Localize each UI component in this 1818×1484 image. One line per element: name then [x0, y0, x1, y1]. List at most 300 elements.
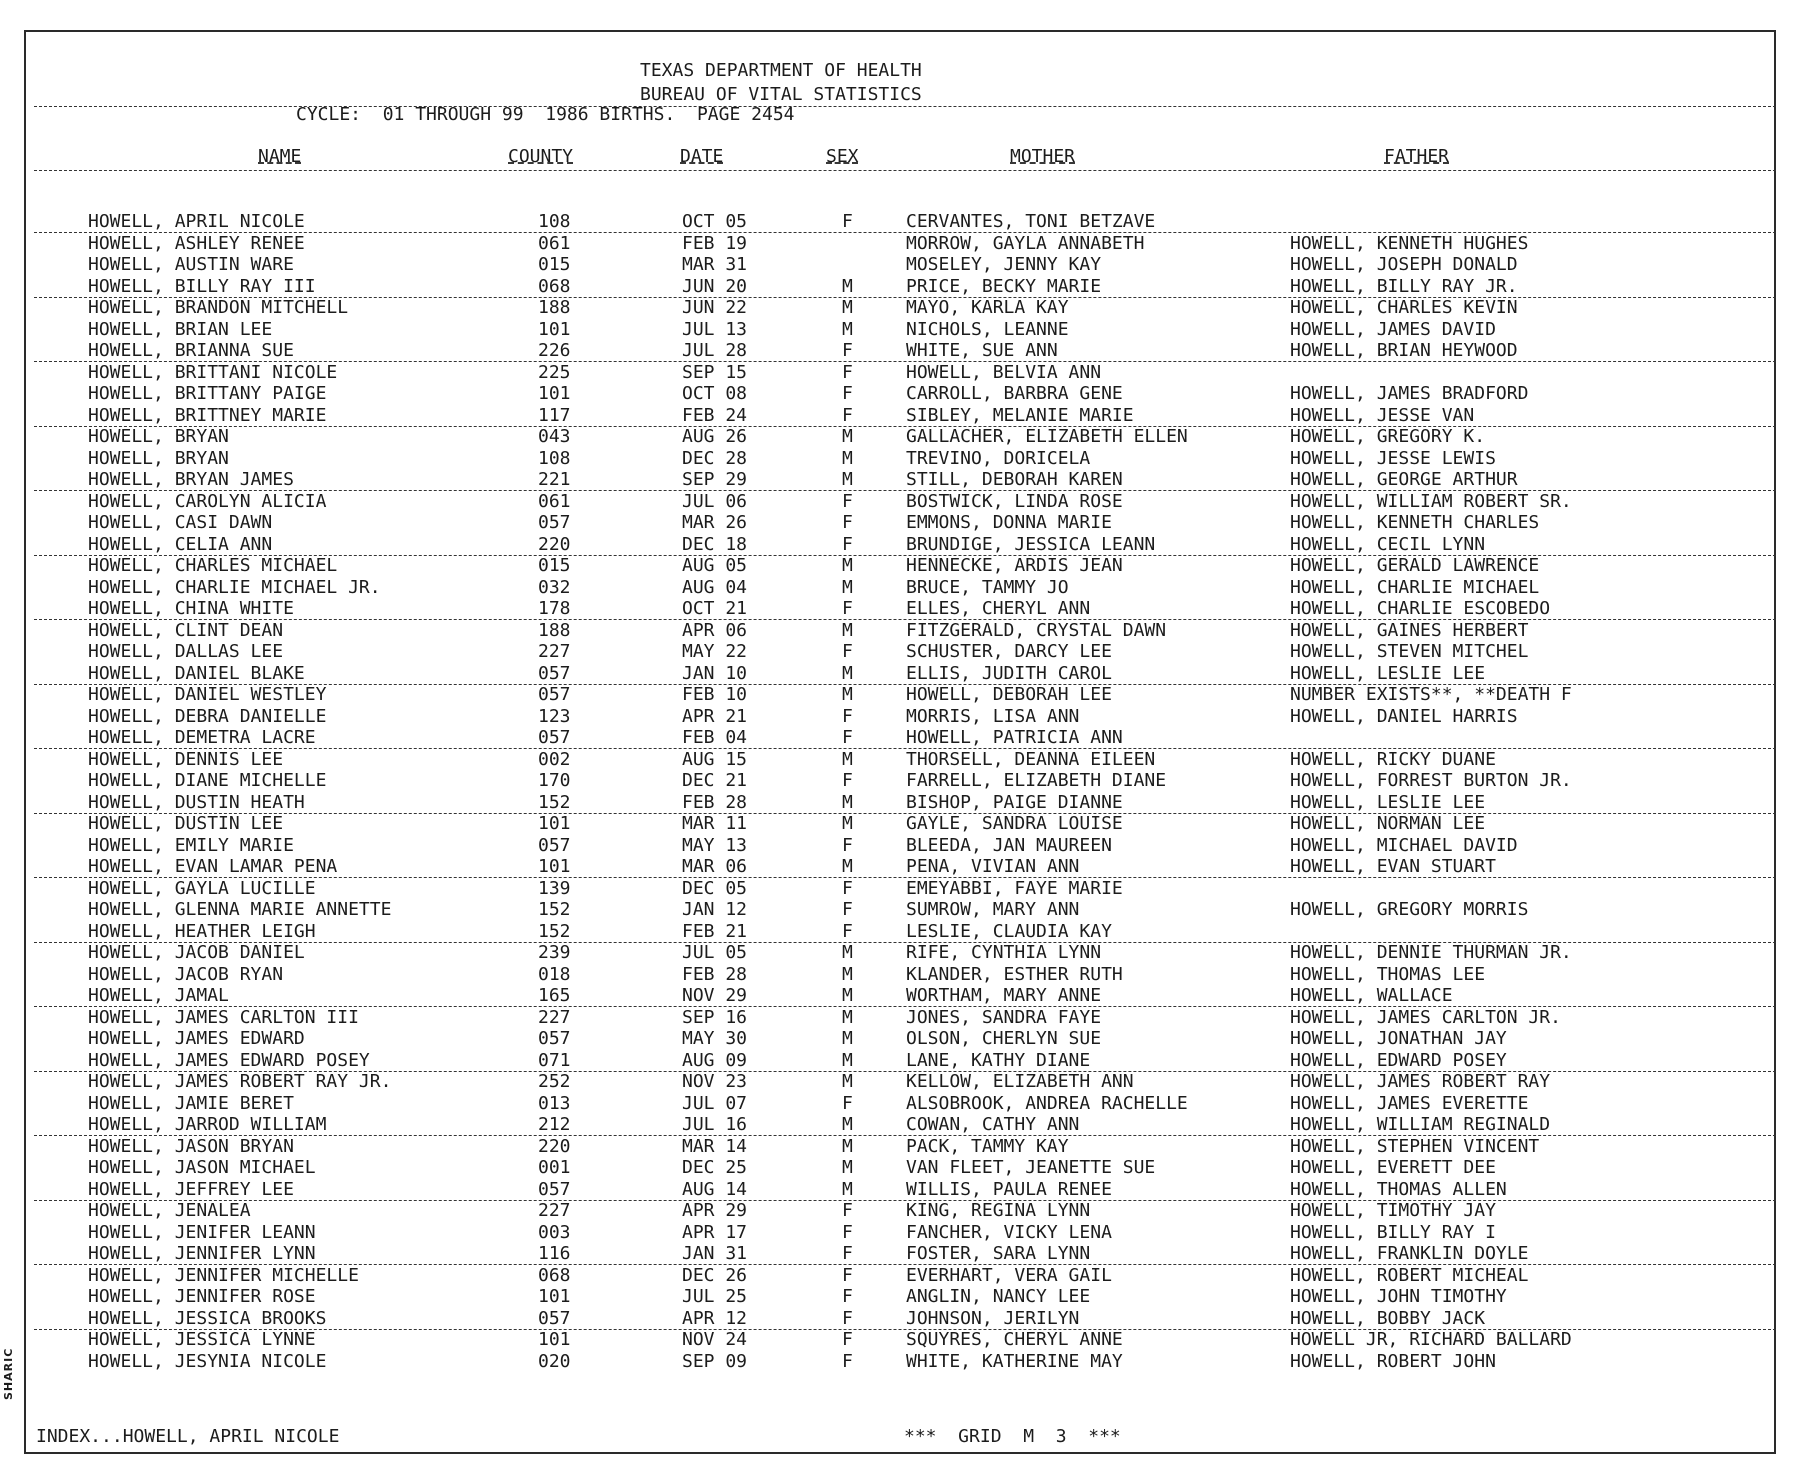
record-father: HOWELL, GEORGE ARTHUR: [1290, 469, 1518, 490]
record-mother: WHITE, SUE ANN: [906, 340, 1058, 361]
record-county: 139: [538, 877, 571, 899]
record-date: APR 21: [682, 705, 748, 727]
record-name: HOWELL, DEBRA DANIELLE: [88, 705, 327, 727]
record-father: HOWELL, DENNIE THURMAN JR.: [1290, 942, 1572, 963]
record-name: HOWELL, JESSICA BROOKS: [88, 1307, 327, 1329]
record-name: HOWELL, CAROLYN ALICIA: [88, 490, 327, 512]
record-name: HOWELL, BRYAN JAMES: [88, 469, 294, 490]
header-cycle: CYCLE: 01 THROUGH 99 1986 BIRTHS. PAGE 2454: [296, 104, 795, 125]
record-mother: LESLIE, CLAUDIA KAY: [906, 920, 1112, 942]
record-name: HOWELL, CASI DAWN: [88, 512, 273, 533]
record-date: JUL 13: [682, 318, 748, 340]
record-sex: M: [842, 1135, 853, 1157]
record-father: HOWELL, STEPHEN VINCENT: [1290, 1135, 1540, 1157]
record-date: SEP 16: [682, 1006, 748, 1028]
record-name: HOWELL, AUSTIN WARE: [88, 254, 294, 275]
record-date: DEC 26: [682, 1264, 748, 1286]
record-mother: VAN FLEET, JEANETTE SUE: [906, 1157, 1156, 1178]
row-separator: [34, 748, 1776, 749]
record-sex: F: [842, 1200, 853, 1221]
record-mother: HOWELL, DEBORAH LEE: [906, 684, 1112, 705]
record-father: HOWELL, JESSE LEWIS: [1290, 447, 1496, 469]
record-father: HOWELL, JAMES EVERETTE: [1290, 1092, 1529, 1114]
record-father: HOWELL, KENNETH CHARLES: [1290, 512, 1540, 533]
record-date: JUN 20: [682, 275, 748, 297]
record-father: HOWELL, GREGORY K.: [1290, 426, 1486, 447]
record-county: 043: [538, 426, 571, 447]
record-father: HOWELL, BOBBY JACK: [1290, 1307, 1486, 1329]
record-name: HOWELL, BRANDON MITCHELL: [88, 297, 349, 318]
column-header-name: NAME: [258, 146, 302, 167]
record-sex: M: [842, 426, 853, 447]
record-father: HOWELL, RICKY DUANE: [1290, 748, 1496, 770]
record-sex: F: [842, 877, 853, 899]
header-line2: BUREAU OF VITAL STATISTICS: [640, 84, 922, 105]
record-sex: F: [842, 770, 853, 791]
record-name: HOWELL, APRIL NICOLE: [88, 211, 305, 232]
record-mother: EMMONS, DONNA MARIE: [906, 512, 1112, 533]
record-county: 015: [538, 254, 571, 275]
record-mother: ANGLIN, NANCY LEE: [906, 1286, 1091, 1307]
record-name: HOWELL, ASHLEY RENEE: [88, 232, 305, 254]
row-separator: [34, 1200, 1776, 1201]
record-date: FEB 28: [682, 963, 748, 985]
record-county: 061: [538, 490, 571, 512]
record-father: HOWELL, EVERETT DEE: [1290, 1157, 1496, 1178]
record-date: FEB 04: [682, 727, 748, 748]
record-name: HOWELL, JENIFER LEANN: [88, 1221, 316, 1243]
record-sex: F: [842, 1329, 853, 1350]
footer-index: INDEX...HOWELL, APRIL NICOLE: [36, 1426, 340, 1447]
record-date: MAR 14: [682, 1135, 748, 1157]
record-mother: PRICE, BECKY MARIE: [906, 275, 1102, 297]
record-county: 152: [538, 899, 571, 920]
record-date: OCT 05: [682, 211, 748, 232]
record-date: AUG 14: [682, 1178, 748, 1200]
record-name: HOWELL, HEATHER LEIGH: [88, 920, 316, 942]
record-sex: M: [842, 297, 853, 318]
record-name: HOWELL, DANIEL WESTLEY: [88, 684, 327, 705]
record-sex: F: [842, 1264, 853, 1286]
record-date: OCT 08: [682, 383, 748, 404]
record-date: SEP 29: [682, 469, 748, 490]
record-sex: F: [842, 533, 853, 555]
record-mother: WHITE, KATHERINE MAY: [906, 1350, 1123, 1372]
record-name: HOWELL, JAMES EDWARD POSEY: [88, 1049, 370, 1071]
record-county: 101: [538, 1329, 571, 1350]
record-name: HOWELL, GAYLA LUCILLE: [88, 877, 316, 899]
record-date: JUL 16: [682, 1114, 748, 1135]
record-date: MAR 26: [682, 512, 748, 533]
record-date: JUL 06: [682, 490, 748, 512]
record-county: 252: [538, 1071, 571, 1092]
record-name: HOWELL, BRYAN: [88, 447, 229, 469]
column-header-date: DATE: [680, 146, 724, 167]
record-father: HOWELL, STEVEN MITCHEL: [1290, 641, 1529, 662]
record-father: HOWELL, WILLIAM ROBERT SR.: [1290, 490, 1572, 512]
record-sex: F: [842, 834, 853, 856]
record-county: 101: [538, 813, 571, 834]
record-sex: F: [842, 727, 853, 748]
record-name: HOWELL, CLINT DEAN: [88, 619, 284, 641]
record-father: HOWELL, JAMES ROBERT RAY: [1290, 1071, 1551, 1092]
record-mother: BRUNDIGE, JESSICA LEANN: [906, 533, 1156, 555]
record-mother: NICHOLS, LEANNE: [906, 318, 1069, 340]
record-sex: M: [842, 318, 853, 340]
record-county: 057: [538, 662, 571, 684]
record-name: HOWELL, DENNIS LEE: [88, 748, 284, 770]
record-sex: M: [842, 1006, 853, 1028]
record-mother: KLANDER, ESTHER RUTH: [906, 963, 1123, 985]
record-date: JUL 28: [682, 340, 748, 361]
record-county: 101: [538, 1286, 571, 1307]
record-father: HOWELL, NORMAN LEE: [1290, 813, 1486, 834]
record-county: 227: [538, 1006, 571, 1028]
record-sex: F: [842, 361, 853, 383]
record-county: 061: [538, 232, 571, 254]
record-name: HOWELL, JAMIE BERET: [88, 1092, 294, 1114]
record-mother: OLSON, CHERLYN SUE: [906, 1028, 1102, 1049]
record-county: 057: [538, 512, 571, 533]
record-date: APR 17: [682, 1221, 748, 1243]
record-county: 152: [538, 920, 571, 942]
record-sex: F: [842, 211, 853, 232]
record-date: FEB 21: [682, 920, 748, 942]
record-county: 178: [538, 598, 571, 619]
record-date: JUN 22: [682, 297, 748, 318]
record-sex: M: [842, 1114, 853, 1135]
record-name: HOWELL, DIANE MICHELLE: [88, 770, 327, 791]
record-date: DEC 05: [682, 877, 748, 899]
record-sex: M: [842, 942, 853, 963]
record-father: HOWELL, EVAN STUART: [1290, 856, 1496, 877]
record-father: HOWELL, CHARLIE MICHAEL: [1290, 576, 1540, 598]
record-county: 170: [538, 770, 571, 791]
record-date: DEC 25: [682, 1157, 748, 1178]
column-header-father: FATHER: [1384, 146, 1450, 167]
record-county: 116: [538, 1243, 571, 1264]
record-date: JAN 12: [682, 899, 748, 920]
record-county: 220: [538, 533, 571, 555]
record-sex: M: [842, 662, 853, 684]
record-mother: GALLACHER, ELIZABETH ELLEN: [906, 426, 1188, 447]
record-name: HOWELL, JENNIFER LYNN: [88, 1243, 316, 1264]
record-date: JUL 25: [682, 1286, 748, 1307]
record-date: APR 29: [682, 1200, 748, 1221]
record-date: NOV 24: [682, 1329, 748, 1350]
record-county: 018: [538, 963, 571, 985]
record-mother: MORROW, GAYLA ANNABETH: [906, 232, 1145, 254]
record-name: HOWELL, JACOB DANIEL: [88, 942, 305, 963]
column-header-sex: SEX: [826, 146, 859, 167]
record-date: MAR 06: [682, 856, 748, 877]
record-father: HOWELL, TIMOTHY JAY: [1290, 1200, 1496, 1221]
side-label: SHARIC: [2, 1347, 15, 1400]
record-date: APR 12: [682, 1307, 748, 1329]
row-separator: [34, 426, 1776, 427]
record-father: HOWELL JR, RICHARD BALLARD: [1290, 1329, 1572, 1350]
record-county: 057: [538, 684, 571, 705]
record-name: HOWELL, JENNIFER ROSE: [88, 1286, 316, 1307]
record-mother: SCHUSTER, DARCY LEE: [906, 641, 1112, 662]
record-father: HOWELL, BILLY RAY I: [1290, 1221, 1496, 1243]
record-county: 239: [538, 942, 571, 963]
record-sex: M: [842, 576, 853, 598]
column-header-mother: MOTHER: [1010, 146, 1076, 167]
record-sex: M: [842, 963, 853, 985]
record-mother: FITZGERALD, CRYSTAL DAWN: [906, 619, 1167, 641]
record-mother: ELLES, CHERYL ANN: [906, 598, 1091, 619]
record-name: HOWELL, JACOB RYAN: [88, 963, 284, 985]
record-father: HOWELL, BILLY RAY JR.: [1290, 275, 1518, 297]
record-name: HOWELL, JASON MICHAEL: [88, 1157, 316, 1178]
record-father: HOWELL, THOMAS ALLEN: [1290, 1178, 1507, 1200]
record-sex: F: [842, 383, 853, 404]
record-sex: M: [842, 619, 853, 641]
record-father: HOWELL, THOMAS LEE: [1290, 963, 1486, 985]
record-sex: M: [842, 1028, 853, 1049]
record-mother: GAYLE, SANDRA LOUISE: [906, 813, 1123, 834]
record-sex: F: [842, 490, 853, 512]
record-date: OCT 21: [682, 598, 748, 619]
record-mother: BISHOP, PAIGE DIANNE: [906, 791, 1123, 813]
record-mother: EVERHART, VERA GAIL: [906, 1264, 1112, 1286]
record-father: HOWELL, MICHAEL DAVID: [1290, 834, 1518, 856]
record-name: HOWELL, JAMES ROBERT RAY JR.: [88, 1071, 392, 1092]
record-date: NOV 23: [682, 1071, 748, 1092]
record-county: 013: [538, 1092, 571, 1114]
record-father: NUMBER EXISTS**, **DEATH F: [1290, 684, 1572, 705]
record-father: HOWELL, GAINES HERBERT: [1290, 619, 1529, 641]
record-mother: ELLIS, JUDITH CAROL: [906, 662, 1112, 684]
record-county: 057: [538, 834, 571, 856]
record-mother: PACK, TAMMY KAY: [906, 1135, 1069, 1157]
column-header-rule: [34, 170, 1776, 171]
record-county: 032: [538, 576, 571, 598]
record-mother: LANE, KATHY DIANE: [906, 1049, 1091, 1071]
record-sex: M: [842, 684, 853, 705]
record-date: AUG 15: [682, 748, 748, 770]
record-name: HOWELL, CHARLES MICHAEL: [88, 555, 338, 576]
record-sex: M: [842, 856, 853, 877]
record-date: JAN 10: [682, 662, 748, 684]
record-name: HOWELL, CHINA WHITE: [88, 598, 294, 619]
record-name: HOWELL, DANIEL BLAKE: [88, 662, 305, 684]
record-father: HOWELL, FORREST BURTON JR.: [1290, 770, 1572, 791]
record-sex: F: [842, 1307, 853, 1329]
record-father: HOWELL, JOSEPH DONALD: [1290, 254, 1518, 275]
record-county: 188: [538, 297, 571, 318]
record-county: 057: [538, 1028, 571, 1049]
record-father: HOWELL, JONATHAN JAY: [1290, 1028, 1507, 1049]
record-father: HOWELL, JESSE VAN: [1290, 404, 1475, 426]
record-sex: M: [842, 791, 853, 813]
record-county: 117: [538, 404, 571, 426]
record-county: 101: [538, 383, 571, 404]
record-mother: FARRELL, ELIZABETH DIANE: [906, 770, 1167, 791]
record-name: HOWELL, DEMETRA LACRE: [88, 727, 316, 748]
record-sex: M: [842, 985, 853, 1006]
record-county: 068: [538, 275, 571, 297]
record-mother: HOWELL, PATRICIA ANN: [906, 727, 1123, 748]
record-mother: RIFE, CYNTHIA LYNN: [906, 942, 1102, 963]
record-name: HOWELL, JAMES CARLTON III: [88, 1006, 359, 1028]
record-mother: HENNECKE, ARDIS JEAN: [906, 555, 1123, 576]
record-sex: F: [842, 1092, 853, 1114]
record-mother: KING, REGINA LYNN: [906, 1200, 1091, 1221]
record-county: 108: [538, 211, 571, 232]
record-county: 188: [538, 619, 571, 641]
record-father: HOWELL, DANIEL HARRIS: [1290, 705, 1518, 727]
record-father: HOWELL, JAMES BRADFORD: [1290, 383, 1529, 404]
record-date: MAY 13: [682, 834, 748, 856]
record-mother: SUMROW, MARY ANN: [906, 899, 1080, 920]
record-county: 165: [538, 985, 571, 1006]
record-father: HOWELL, JAMES CARLTON JR.: [1290, 1006, 1561, 1028]
record-sex: M: [842, 555, 853, 576]
record-father: HOWELL, CHARLES KEVIN: [1290, 297, 1518, 318]
record-county: 020: [538, 1350, 571, 1372]
record-name: HOWELL, BILLY RAY III: [88, 275, 316, 297]
record-county: 123: [538, 705, 571, 727]
record-name: HOWELL, DUSTIN HEATH: [88, 791, 305, 813]
record-county: 212: [538, 1114, 571, 1135]
record-name: HOWELL, BRIANNA SUE: [88, 340, 294, 361]
record-mother: WORTHAM, MARY ANNE: [906, 985, 1102, 1006]
record-mother: SIBLEY, MELANIE MARIE: [906, 404, 1134, 426]
record-county: 108: [538, 447, 571, 469]
record-date: FEB 24: [682, 404, 748, 426]
record-sex: F: [842, 920, 853, 942]
record-name: HOWELL, JENNIFER MICHELLE: [88, 1264, 359, 1286]
record-mother: BRUCE, TAMMY JO: [906, 576, 1069, 598]
record-name: HOWELL, EMILY MARIE: [88, 834, 294, 856]
record-father: HOWELL, JOHN TIMOTHY: [1290, 1286, 1507, 1307]
record-name: HOWELL, DUSTIN LEE: [88, 813, 284, 834]
record-mother: SQUYRES, CHERYL ANNE: [906, 1329, 1123, 1350]
record-name: HOWELL, JARROD WILLIAM: [88, 1114, 327, 1135]
record-date: APR 06: [682, 619, 748, 641]
record-father: HOWELL, WILLIAM REGINALD: [1290, 1114, 1551, 1135]
record-name: HOWELL, DALLAS LEE: [88, 641, 284, 662]
record-father: HOWELL, ROBERT JOHN: [1290, 1350, 1496, 1372]
record-date: AUG 04: [682, 576, 748, 598]
record-county: 057: [538, 1178, 571, 1200]
record-date: SEP 15: [682, 361, 748, 383]
record-father: HOWELL, GREGORY MORRIS: [1290, 899, 1529, 920]
record-name: HOWELL, JASON BRYAN: [88, 1135, 294, 1157]
record-date: AUG 05: [682, 555, 748, 576]
record-county: 101: [538, 856, 571, 877]
record-mother: COWAN, CATHY ANN: [906, 1114, 1080, 1135]
record-mother: ALSOBROOK, ANDREA RACHELLE: [906, 1092, 1188, 1114]
record-sex: M: [842, 1157, 853, 1178]
record-sex: F: [842, 705, 853, 727]
column-header-county: COUNTY: [508, 146, 574, 167]
record-name: HOWELL, JAMAL: [88, 985, 229, 1006]
record-county: 221: [538, 469, 571, 490]
record-name: HOWELL, EVAN LAMAR PENA: [88, 856, 338, 877]
record-mother: WILLIS, PAULA RENEE: [906, 1178, 1112, 1200]
record-sex: F: [842, 641, 853, 662]
record-father: HOWELL, GERALD LAWRENCE: [1290, 555, 1540, 576]
record-date: DEC 28: [682, 447, 748, 469]
record-date: JUL 05: [682, 942, 748, 963]
record-mother: MORRIS, LISA ANN: [906, 705, 1080, 727]
record-date: FEB 10: [682, 684, 748, 705]
record-mother: EMEYABBI, FAYE MARIE: [906, 877, 1123, 899]
record-date: MAR 11: [682, 813, 748, 834]
record-sex: M: [842, 1178, 853, 1200]
record-name: HOWELL, GLENNA MARIE ANNETTE: [88, 899, 392, 920]
record-sex: F: [842, 1286, 853, 1307]
record-name: HOWELL, JAMES EDWARD: [88, 1028, 305, 1049]
record-mother: STILL, DEBORAH KAREN: [906, 469, 1123, 490]
record-date: JUL 07: [682, 1092, 748, 1114]
record-sex: F: [842, 340, 853, 361]
record-father: HOWELL, ROBERT MICHEAL: [1290, 1264, 1529, 1286]
record-county: 057: [538, 1307, 571, 1329]
record-sex: F: [842, 512, 853, 533]
record-name: HOWELL, JESYNIA NICOLE: [88, 1350, 327, 1372]
record-father: HOWELL, EDWARD POSEY: [1290, 1049, 1507, 1071]
record-date: FEB 28: [682, 791, 748, 813]
record-name: HOWELL, JENALEA: [88, 1200, 251, 1221]
record-date: AUG 26: [682, 426, 748, 447]
record-mother: PENA, VIVIAN ANN: [906, 856, 1080, 877]
record-date: FEB 19: [682, 232, 748, 254]
record-county: 152: [538, 791, 571, 813]
record-date: MAY 30: [682, 1028, 748, 1049]
record-sex: F: [842, 1350, 853, 1372]
record-sex: M: [842, 1049, 853, 1071]
record-name: HOWELL, BRITTANY PAIGE: [88, 383, 327, 404]
record-date: MAY 22: [682, 641, 748, 662]
record-mother: BOSTWICK, LINDA ROSE: [906, 490, 1123, 512]
record-county: 226: [538, 340, 571, 361]
record-county: 057: [538, 727, 571, 748]
record-name: HOWELL, JESSICA LYNNE: [88, 1329, 316, 1350]
record-date: MAR 31: [682, 254, 748, 275]
record-county: 227: [538, 641, 571, 662]
record-county: 227: [538, 1200, 571, 1221]
record-date: SEP 09: [682, 1350, 748, 1372]
record-father: HOWELL, KENNETH HUGHES: [1290, 232, 1529, 254]
record-date: NOV 29: [682, 985, 748, 1006]
record-county: 015: [538, 555, 571, 576]
record-sex: M: [842, 1071, 853, 1092]
record-sex: F: [842, 598, 853, 619]
record-father: HOWELL, JAMES DAVID: [1290, 318, 1496, 340]
record-name: HOWELL, BRITTANI NICOLE: [88, 361, 338, 383]
record-sex: F: [842, 1243, 853, 1264]
record-father: HOWELL, FRANKLIN DOYLE: [1290, 1243, 1529, 1264]
record-sex: M: [842, 447, 853, 469]
record-county: 101: [538, 318, 571, 340]
record-mother: TREVINO, DORICELA: [906, 447, 1091, 469]
header-line1: TEXAS DEPARTMENT OF HEALTH: [640, 60, 922, 81]
record-sex: M: [842, 469, 853, 490]
record-sex: M: [842, 748, 853, 770]
record-sex: M: [842, 275, 853, 297]
record-county: 068: [538, 1264, 571, 1286]
record-mother: CERVANTES, TONI BETZAVE: [906, 211, 1156, 232]
record-mother: KELLOW, ELIZABETH ANN: [906, 1071, 1134, 1092]
record-father: HOWELL, BRIAN HEYWOOD: [1290, 340, 1518, 361]
record-mother: FOSTER, SARA LYNN: [906, 1243, 1091, 1264]
record-date: DEC 18: [682, 533, 748, 555]
record-county: 071: [538, 1049, 571, 1071]
